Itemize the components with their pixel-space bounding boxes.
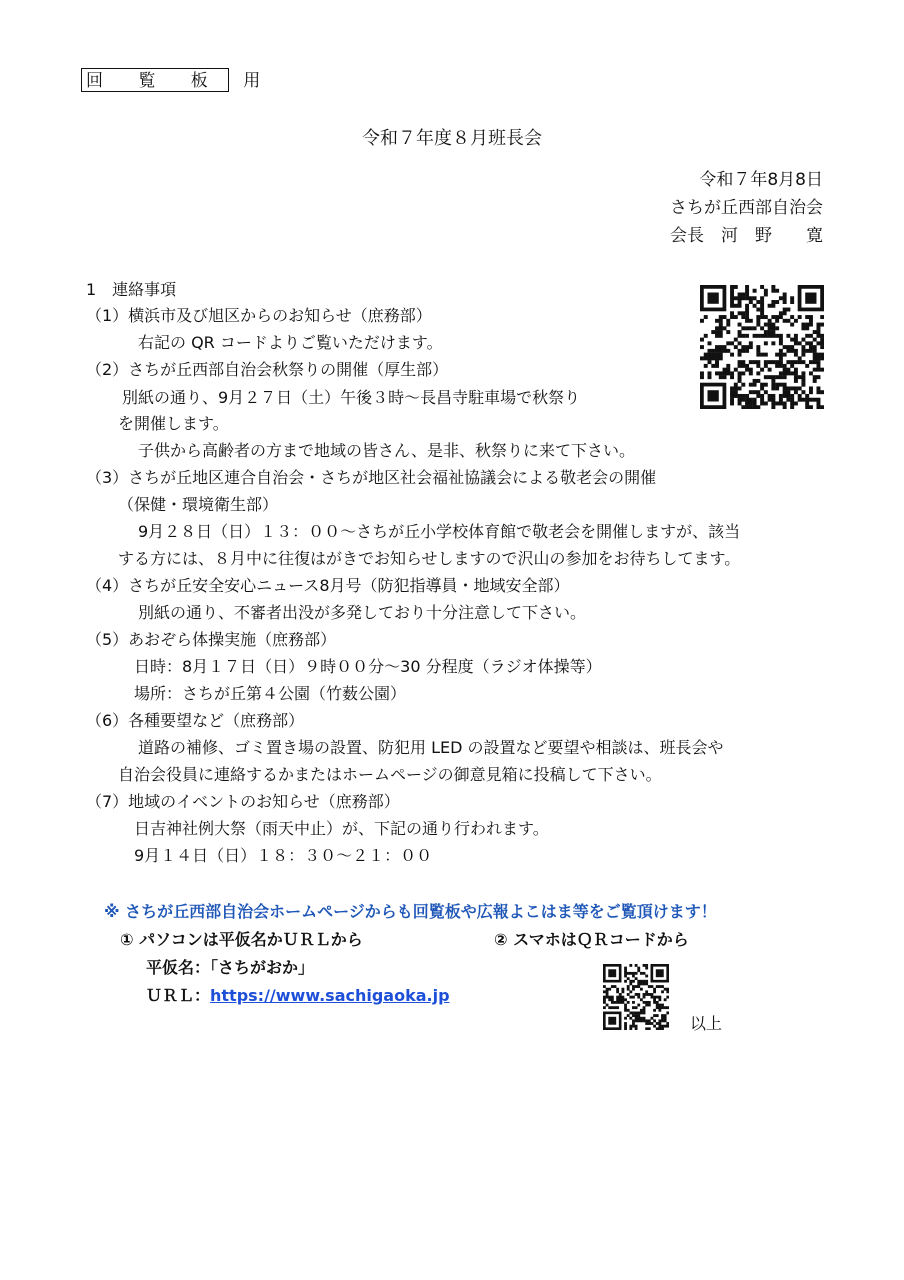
item-5-line: 場所：さちが丘第４公園（竹薮公園） — [134, 684, 407, 703]
item-3-line: 9月２８日（日）１３：００～さちが丘小学校体育館で敬老会を開催しますが、該当 — [138, 522, 741, 541]
item-4-heading: （4）さちが丘安全安心ニュース8月号（防犯指導員・地域安全部） — [86, 576, 570, 595]
item-2-line: 子供から高齢者の方まで地域の皆さん、是非、秋祭りに来て下さい。 — [138, 441, 635, 460]
item-2-line: 別紙の通り、9月２７日（土）午後３時～長昌寺駐車場で秋祭り — [122, 388, 581, 407]
section-heading: 1 連絡事項 — [86, 280, 177, 299]
issue-date: 令和７年8月8日 — [699, 170, 823, 190]
url-prefix: ＵＲＬ： — [146, 986, 211, 1005]
item-4-line: 別紙の通り、不審者出没が多発しており十分注意して下さい。 — [138, 603, 587, 622]
homepage-notice: ※ さちが丘西部自治会ホームページからも回覧板や広報よこはま等をご覧頂けます！ — [104, 902, 717, 921]
pc-access-label: ① パソコンは平仮名かＵＲＬから — [120, 930, 363, 949]
organization-name: さちが丘西部自治会 — [670, 198, 823, 218]
end-mark: 以上 — [690, 1014, 723, 1033]
item-3-line: する方には、８月中に往復はがきでお知らせしますので沢山の参加をお待ちしてます。 — [118, 549, 741, 568]
item-3-heading: （3）さちが丘地区連合自治会・さちが地区社会福祉協議会による敬老会の開催 — [86, 468, 657, 487]
item-5-line: 日時：8月１７日（日）９時００分～30 分程度（ラジオ体操等） — [134, 657, 602, 676]
item-2-heading: （2）さちが丘西部自治会秋祭りの開催（厚生部） — [86, 360, 449, 379]
item-7-heading: （7）地域のイベントのお知らせ（庶務部） — [86, 792, 400, 811]
item-6-line: 自治会役員に連絡するかまたはホームページの御意見箱に投稿して下さい。 — [118, 765, 662, 784]
page-title: 令和７年度８月班長会 — [362, 128, 542, 149]
url-line — [146, 986, 450, 1005]
item-1-line: 右記の QR コードよりご覧いただけます。 — [138, 333, 443, 352]
smartphone-access-label: ② スマホはＱＲコードから — [494, 930, 689, 949]
qr-code-icon — [700, 285, 824, 409]
item-6-heading: （6）各種要望など（庶務部） — [86, 711, 305, 730]
item-3-line: （保健・環境衛生部） — [118, 495, 279, 514]
circular-stamp: 回 覧 板 用 — [81, 68, 229, 92]
item-7-line: 日吉神社例大祭（雨天中止）が、下記の通り行われます。 — [134, 819, 549, 838]
chairperson: 会長 河 野 寛 — [670, 226, 823, 246]
item-2-line: を開催します。 — [118, 414, 229, 433]
item-6-line: 道路の補修、ゴミ置き場の設置、防犯用 LED の設置など要望や相談は、班長会や — [138, 738, 724, 757]
qr-code-icon — [603, 964, 669, 1030]
homepage-link[interactable]: https://www.sachigaoka.jp — [210, 986, 450, 1005]
item-1-heading: （1）横浜市及び旭区からのお知らせ（庶務部） — [86, 306, 432, 325]
hiragana-name: 平仮名：「さちがおか」 — [146, 958, 315, 977]
item-7-line: 9月１４日（日）１８：３０～２１：００ — [134, 846, 433, 865]
item-5-heading: （5）あおぞら体操実施（庶務部） — [86, 630, 337, 649]
